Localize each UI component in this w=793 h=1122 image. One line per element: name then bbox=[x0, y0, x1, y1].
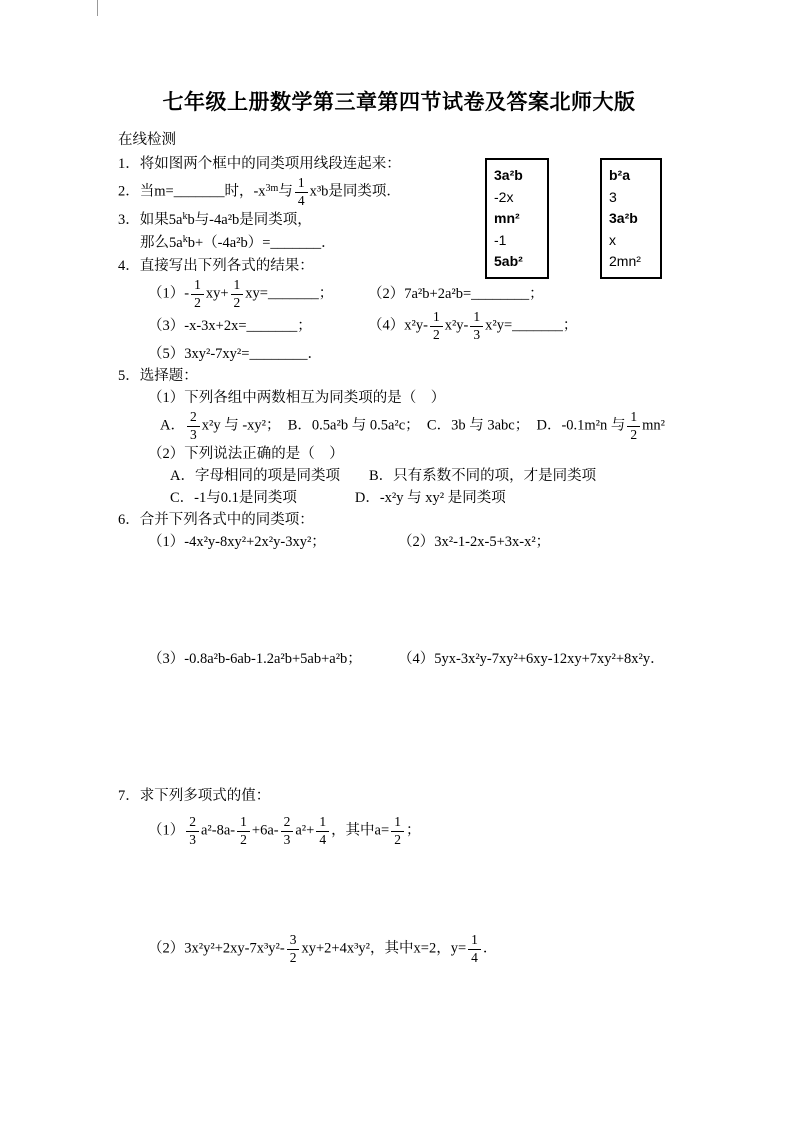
q4-item-2: （2）7a²b+2a²b=________； bbox=[368, 285, 544, 302]
q4-item-1: （1）- $\frac{1}{2}$ xy+ $\frac{1}{2}$ xy=_______； bbox=[148, 276, 334, 310]
term-box-item: x bbox=[609, 231, 616, 248]
q6-item-2: （2）3x²-1-2x-5+3x-x²； bbox=[398, 533, 551, 550]
q4-item-5: （5）3xy²-7xy²=________． bbox=[148, 346, 322, 363]
term-box-item: -2x bbox=[494, 188, 514, 205]
question-2: 2．当m=_______时，$-x^{3m}$与 $\frac{1}{4}$ x³b是同类项． bbox=[118, 175, 401, 208]
question-7: 7．求下列多项式的值： bbox=[118, 787, 271, 804]
q4-item-3: （3）-x-3x+2x=_______； bbox=[148, 318, 312, 335]
question-4: 4．直接写出下列各式的结果： bbox=[118, 257, 314, 274]
question-3-line-2: 那么$5a^kb+(-4a^2b)=\_\_\_\_\_\_\_$． bbox=[140, 233, 336, 251]
q5-sub-1-options: A． $\frac{2}{3}$ x²y 与 -xy²； B．0.5a²b 与 0.5a²c； C．3b 与 3abc； D．-0.1m²n 与 $\frac{1}{2}$ mn² bbox=[160, 409, 666, 442]
term-box-item: 2mn² bbox=[609, 253, 641, 269]
q5-sub-2-options-ab: A．字母相同的项是同类项 B．只有系数不同的项，才是同类项 bbox=[170, 467, 597, 484]
q5-sub-2: （2）下列说法正确的是（ ） bbox=[148, 445, 344, 462]
term-box-item: 3a²b bbox=[494, 167, 523, 183]
question-6-row-1 bbox=[148, 532, 680, 553]
term-box-item: 5ab² bbox=[494, 253, 523, 269]
term-box-left bbox=[485, 158, 549, 279]
question-4-row-2 bbox=[148, 310, 680, 343]
term-box-item: -1 bbox=[494, 231, 507, 248]
question-6-row-2 bbox=[148, 649, 680, 670]
question-4-row-1 bbox=[148, 278, 680, 311]
term-box-item: b²a bbox=[609, 167, 630, 183]
q7-item-2: （2）3x²y²+2xy-7x³y²- $\frac{3}{2}$ xy+2+4x³y²，其中x=2，y= $\frac{1}{4}$ ． bbox=[148, 932, 498, 966]
term-box-item: mn² bbox=[494, 210, 520, 226]
section-label: 在线检测 bbox=[118, 132, 176, 148]
question-3-line-1: 3．如果$5a^kb$与-4a²b是同类项， bbox=[118, 210, 312, 228]
page-title: 七年级上册数学第三章第四节试卷及答案北师大版 bbox=[162, 90, 636, 114]
q4-item-4: （4）x²y- $\frac{1}{2}$ x²y- $\frac{1}{3}$ x²y=_______； bbox=[368, 309, 578, 343]
page-margin-mark bbox=[97, 0, 98, 16]
q5-sub-2-options-cd: C．-1与0.1是同类项 D．-x²y 与 xy² 是同类项 bbox=[170, 489, 506, 506]
worksheet-content bbox=[118, 88, 680, 967]
q6-item-4: （4）5yx-3x²y-7xy²+6xy-12xy+7xy²+8x²y． bbox=[398, 650, 665, 667]
q5-sub-1: （1）下列各组中两数相互为同类项的是（ ） bbox=[148, 390, 446, 407]
question-5: 5．选择题： bbox=[118, 368, 198, 385]
q6-item-1: （1）-4x²y-8xy²+2x²y-3xy²； bbox=[148, 533, 326, 550]
question-1: 1．将如图两个框中的同类项用线段连起来： bbox=[118, 156, 401, 172]
term-box-item: 3 bbox=[609, 188, 617, 205]
q7-item-1: （1） $\frac{2}{3}$ a²-8a- $\frac{1}{2}$ +6a- $\frac{2}{3}$ a²+ $\frac{1}{4}$ ，其中a= $\frac{1}{2}$ ； bbox=[148, 813, 421, 847]
term-box-right bbox=[600, 158, 662, 279]
term-box-item: 3a²b bbox=[609, 210, 638, 226]
question-6: 6．合并下列各式中的同类项： bbox=[118, 511, 314, 528]
q6-item-3: （3）-0.8a²b-6ab-1.2a²b+5ab+a²b； bbox=[148, 650, 362, 667]
